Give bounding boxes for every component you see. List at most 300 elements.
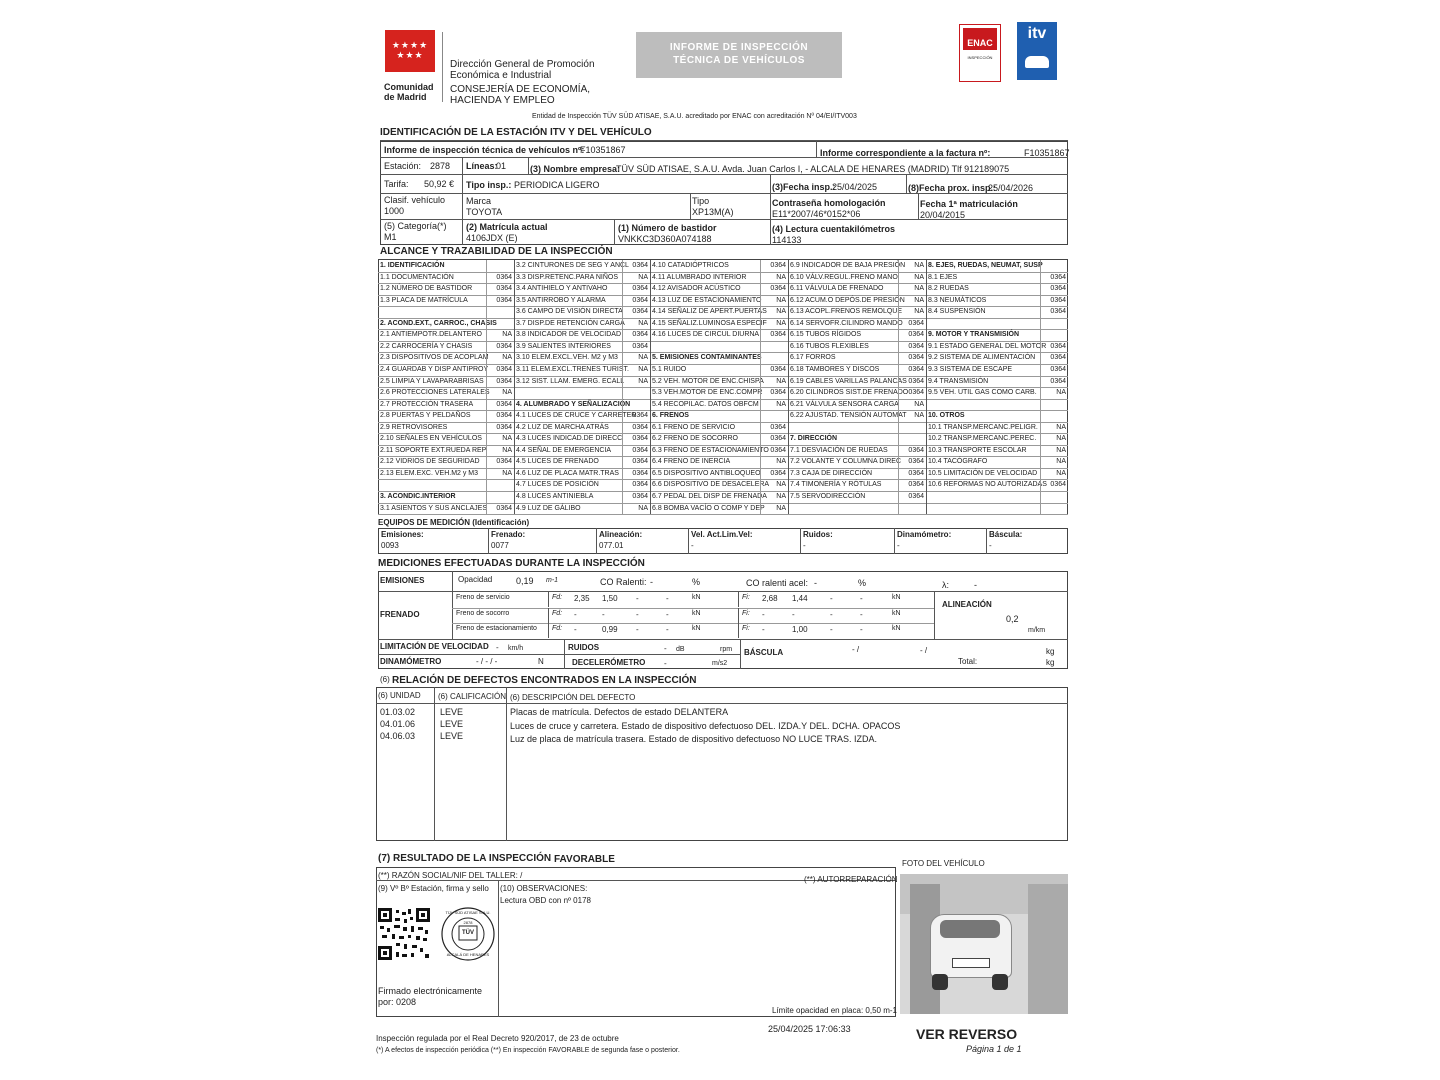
fd-dash: - bbox=[636, 609, 639, 619]
equipos-label: Emisiones: bbox=[381, 530, 424, 539]
stamp-num: 2878 bbox=[463, 920, 473, 925]
tarifa-label: Tarifa: bbox=[384, 179, 409, 189]
alcance-heading: 3. ACONDIC.INTERIOR bbox=[380, 492, 456, 500]
alcance-item-code: NA bbox=[776, 481, 786, 489]
alcance-item-name: 4.13 LUZ DE ESTACIONAMIENTO bbox=[652, 296, 762, 304]
categoria-label: (5) Categoría(*) bbox=[384, 221, 447, 231]
informe-label: Informe de inspección técnica de vehículos nº: bbox=[384, 145, 585, 155]
fecha-prox-label: (8)Fecha prox. insp.: bbox=[908, 183, 997, 193]
lambda-label: λ: bbox=[942, 580, 950, 590]
equipos-col-line bbox=[894, 528, 895, 554]
lambda-value: - bbox=[974, 580, 977, 590]
alcance-item-code: NA bbox=[914, 400, 924, 408]
alcance-item-name bbox=[928, 399, 1040, 410]
fd-value: 2,35 bbox=[574, 594, 590, 603]
consejeria-line1: CONSEJERÍA DE ECONOMÍA, bbox=[450, 84, 591, 95]
dept-line1: Dirección General de Promoción bbox=[450, 59, 595, 70]
alcance-item-name: 3.2 CINTURONES DE SEG Y ANCL bbox=[516, 262, 629, 269]
ruidos-label: RUIDOS bbox=[568, 643, 600, 652]
matricula-label: (2) Matrícula actual bbox=[466, 222, 548, 232]
alcance-item-name: 6.4 FRENO DE INERCIA bbox=[652, 458, 731, 466]
freno-row-label: Freno de servicio bbox=[456, 594, 510, 601]
alcance-item-code: 0364 bbox=[632, 262, 648, 269]
alcance-item-name: 6.20 CILINDROS SIST.DE FRENADO bbox=[790, 389, 909, 396]
equipos-value: 0093 bbox=[381, 541, 399, 550]
alcance-item-code: 0364 bbox=[496, 273, 512, 281]
decelerometro-value: - bbox=[664, 659, 667, 668]
fi-dash: - bbox=[860, 594, 863, 603]
defecto-desc: Placas de matrícula. Defectos de estado DELANTERA bbox=[510, 707, 729, 717]
alcance-item-name: 6.21 VÁLVULA SENSORA CARGA bbox=[790, 400, 899, 408]
autorep-label: (**) AUTORREPARACIÓN bbox=[804, 875, 898, 884]
resultado-value: FAVORABLE bbox=[554, 854, 615, 865]
alcance-item-name: 6.16 TUBOS FLEXIBLES bbox=[790, 342, 869, 350]
alcance-item-name: 3.4 ANTIHIELO Y ANTIVAHO bbox=[516, 285, 608, 293]
alcance-item-code: NA bbox=[502, 354, 512, 362]
stamp-bottom: ALCALÁ DE HENARES bbox=[446, 952, 490, 957]
alcance-item-name: 8.2 RUEDAS bbox=[928, 285, 969, 293]
alcance-item-name: 2.11 SOPORTE EXT.RUEDA REP bbox=[380, 446, 487, 454]
kn-unit: kN bbox=[692, 594, 701, 601]
equipos-label: Dinamómetro: bbox=[897, 530, 952, 539]
alcance-item-name: 2.5 LIMPIA Y LAVAPARABRISAS bbox=[380, 377, 484, 385]
alcance-item-code: NA bbox=[914, 308, 924, 316]
alcance-item-name: 4.14 SEÑALIZ DE APERT.PUERTAS bbox=[652, 308, 767, 316]
alcance-item-name bbox=[516, 387, 622, 398]
co-ralenti-value: - bbox=[650, 577, 653, 587]
alcance-item-code: 0364 bbox=[1050, 342, 1066, 350]
alcance-item-name: 7.1 DESVIACIÓN DE RUEDAS bbox=[790, 446, 888, 454]
co-acel-unit: % bbox=[858, 578, 867, 588]
alcance-item-code: NA bbox=[914, 273, 924, 281]
ruidos-unit: dB bbox=[676, 646, 685, 653]
freno-rows bbox=[452, 592, 934, 639]
alcance-item-name: 9.3 SISTEMA DE ESCAPE bbox=[928, 365, 1013, 373]
equipos-label: Báscula: bbox=[989, 530, 1023, 539]
equipos-value: - bbox=[989, 541, 992, 550]
qr-code bbox=[378, 908, 430, 960]
fd-dash: - bbox=[666, 609, 669, 619]
alcance-item-code: NA bbox=[776, 319, 786, 327]
marca-label: Marca bbox=[466, 196, 492, 206]
alcance-item-name: 4.6 LUZ DE PLACA MATR.TRAS bbox=[516, 469, 619, 477]
defectos-rows bbox=[376, 707, 1068, 747]
alcance-item-name: 6.19 CABLES VARILLAS PALANCAS bbox=[790, 377, 907, 385]
alcance-item-code: 0364 bbox=[1050, 296, 1066, 304]
dept-line2: Económica e Industrial bbox=[450, 70, 552, 81]
kn-unit: kN bbox=[692, 609, 701, 617]
freno-col-line bbox=[548, 608, 549, 623]
alcance-item-name: 6.1 FRENO DE SERVICIO bbox=[652, 423, 736, 431]
alcance-item-code: NA bbox=[776, 458, 786, 466]
alcance-heading: 8. EJES, RUEDAS, NEUMAT, SUSP bbox=[928, 262, 1043, 269]
alcance-item-code: NA bbox=[1056, 423, 1066, 431]
matricula-value: 4106JDX (E) bbox=[466, 233, 518, 243]
alcance-item-name: 3.3 DISP.RETENC.PARA NIÑOS bbox=[516, 273, 619, 281]
itv-label: itv bbox=[1027, 25, 1047, 42]
estacion-label: Estación: bbox=[384, 161, 422, 171]
alcance-item-code: NA bbox=[638, 354, 648, 362]
co-acel-label: CO ralenti acel: bbox=[746, 578, 809, 588]
stamp-top: TÜV SÜD ATISAE S.A.U. bbox=[445, 910, 491, 915]
opacidad-unit: m-1 bbox=[546, 577, 559, 584]
equipos-value: - bbox=[897, 541, 900, 550]
alcance-heading: 1. IDENTIFICACIÓN bbox=[380, 262, 445, 269]
alcance-item-name: 3.11 ELEM.EXCL.TRENES TURIST. bbox=[516, 365, 629, 373]
foto-label: FOTO DEL VEHÍCULO bbox=[902, 859, 985, 868]
alcance-item-name: 5.1 RUIDO bbox=[652, 365, 687, 373]
itv-logo bbox=[1017, 22, 1057, 80]
fd-value: - bbox=[574, 609, 577, 619]
kn-unit: kN bbox=[692, 625, 701, 633]
report-title-line1: INFORME DE INSPECCIÓN bbox=[669, 42, 809, 53]
alcance-item-name: 3.6 CAMPO DE VISIÓN DIRECTA bbox=[516, 308, 623, 316]
contrasena-label: Contraseña homologación bbox=[772, 198, 886, 208]
alcance-item-name: 9.2 SISTEMA DE ALIMENTACIÓN bbox=[928, 354, 1036, 362]
fi-label: Fi: bbox=[742, 625, 750, 633]
alcance-heading: 2. ACOND.EXT., CARROC., CHASIS bbox=[380, 319, 497, 327]
estacion-value: 2878 bbox=[430, 161, 451, 171]
fi-label: Fi: bbox=[742, 609, 750, 617]
alcance-item-name bbox=[928, 491, 1040, 502]
alcance-item-code: NA bbox=[914, 285, 924, 293]
cuentakm-label: (4) Lectura cuentakilómetros bbox=[772, 224, 896, 234]
alcance-code-line bbox=[486, 260, 487, 514]
fd-dash: - bbox=[636, 594, 639, 603]
alcance-item-name: 6.18 TAMBORES Y DISCOS bbox=[790, 365, 880, 373]
fd-value-2: - bbox=[602, 609, 605, 619]
fi-value-2: 1,44 bbox=[792, 594, 808, 603]
alcance-item-name: 8.3 NEUMÁTICOS bbox=[928, 296, 987, 304]
empresa-value: TÜV SÜD ATISAE, S.A.U. Avda. Juan Carlos I, - ALCALA DE HENARES (MADRID) Tlf 912189075 bbox=[616, 164, 1010, 174]
report-title-box bbox=[636, 32, 842, 78]
alcance-item-name: 1.1 DOCUMENTACIÓN bbox=[380, 273, 454, 281]
defecto-calif: LEVE bbox=[440, 731, 464, 741]
consejeria-line2: HACIENDA Y EMPLEO bbox=[450, 95, 555, 106]
co-acel-value: - bbox=[814, 578, 817, 588]
alcance-item-name: 7.4 TIMONERÍA Y RÓTULAS bbox=[790, 481, 882, 489]
alcance-item-code: NA bbox=[638, 377, 648, 385]
alcance-item-code: 0364 bbox=[496, 365, 512, 373]
decelerometro-label: DECELERÓMETRO bbox=[572, 658, 646, 667]
alcance-item-code: 0364 bbox=[1050, 365, 1066, 373]
dinamometro-value: - / - / - bbox=[476, 657, 498, 666]
alcance-item-code: NA bbox=[776, 504, 786, 512]
alcance-item-code: 0364 bbox=[632, 423, 648, 431]
alcance-item-name: 4.15 SEÑALIZ.LUMINOSA ESPECIF bbox=[652, 319, 767, 327]
firma-label: (9) Vº Bº Estación, firma y sello bbox=[378, 884, 489, 893]
equipos-label: Vel. Act.Lim.Vel: bbox=[691, 530, 753, 539]
alcance-item-name: 6.17 FORROS bbox=[790, 354, 836, 362]
alcance-item-name: 2.1 ANTIEMPOTR.DELANTERO bbox=[380, 331, 482, 339]
fd-label: Fd: bbox=[552, 594, 563, 601]
inspection-report-page bbox=[368, 0, 1068, 1080]
lineas-label: Líneas: bbox=[466, 161, 498, 171]
nota-text: (*) A efectos de inspección periódica (**) En inspección FAVORABLE de segunda fase o posterior. bbox=[376, 1047, 680, 1054]
alcance-item-name: 5.2 VEH. MOTOR DE ENC.CHISPA bbox=[652, 377, 764, 385]
alcance-item-name: 6.11 VÁLVULA DE FRENADO bbox=[790, 285, 884, 293]
col-calif: (6) CALIFICACIÓN bbox=[438, 692, 507, 701]
alcance-item-name: 8.1 EJES bbox=[928, 273, 958, 281]
alcance-item-name: 10.1 TRANSP.MERCANC.PELIGR. bbox=[928, 423, 1038, 431]
alcance-grid bbox=[378, 260, 1068, 514]
alcance-item-name: 6.9 INDICADOR DE BAJA PRESIÓN bbox=[790, 262, 906, 269]
region-name-line2: de Madrid bbox=[384, 92, 427, 102]
alcance-item-name: 9.5 VEH. UTIL GAS COMO CARB. bbox=[928, 389, 1037, 396]
bascula-label: BÁSCULA bbox=[744, 648, 784, 657]
fi-dash: - bbox=[860, 625, 863, 635]
co-ralenti-unit: % bbox=[692, 577, 701, 587]
kn-unit: kN bbox=[892, 625, 901, 633]
alcance-item-code: NA bbox=[1056, 458, 1066, 466]
defecto-calif: LEVE bbox=[440, 707, 464, 717]
alcance-item-name: 5.4 RECOPILAC. DATOS OBFCM bbox=[652, 400, 759, 408]
alcance-heading: 5. EMISIONES CONTAMINANTES bbox=[652, 354, 762, 362]
fi-value: 2,68 bbox=[762, 594, 778, 603]
fd-value-2: 1,50 bbox=[602, 594, 618, 603]
station-stamp bbox=[440, 906, 496, 962]
alcance-item-code: NA bbox=[776, 273, 786, 281]
fi-dash: - bbox=[830, 625, 833, 635]
defecto-desc: Luz de placa de matrícula trasera. Estado de dispositivo defectuoso NO LUCE TRAS. IZDA. bbox=[510, 734, 878, 744]
kn-unit: kN bbox=[892, 609, 901, 617]
ruidos-value: - bbox=[664, 644, 667, 653]
equipos-col-line bbox=[986, 528, 987, 554]
fd-dash: - bbox=[636, 625, 639, 635]
alcance-item-code: 0364 bbox=[908, 319, 924, 327]
tipo-insp-label: Tipo insp.: bbox=[466, 180, 512, 190]
alcance-item-code: 0364 bbox=[632, 296, 648, 304]
alcance-item-name: 4.7 LUCES DE POSICIÓN bbox=[516, 481, 599, 489]
informe-value: F10351867 bbox=[580, 145, 626, 155]
alcance-item-code: 0364 bbox=[908, 481, 924, 489]
alcance-item-name bbox=[380, 479, 486, 490]
bastidor-label: (1) Número de bastidor bbox=[618, 223, 717, 233]
alcance-item-name bbox=[928, 318, 1040, 329]
dinamometro-label: DINAMÓMETRO bbox=[380, 657, 442, 666]
alcance-row-line bbox=[926, 514, 1068, 515]
enac-logo bbox=[959, 24, 1001, 82]
fi-value-2: 1,00 bbox=[792, 625, 808, 635]
col-desc: (6) DESCRIPCIÓN DEL DEFECTO bbox=[510, 693, 636, 702]
alcance-heading: 6. FRENOS bbox=[652, 412, 689, 420]
limitacion-unit: km/h bbox=[508, 645, 524, 652]
factura-label: Informe correspondiente a la factura nº: bbox=[820, 148, 991, 158]
limitacion-value: - bbox=[496, 643, 499, 652]
alcance-item-name: 10.2 TRANSP.MERCANC.PEREC. bbox=[928, 435, 1037, 443]
alcance-item-name: 7.5 SERVODIRECCIÓN bbox=[790, 492, 866, 500]
equipos-label: Alineación: bbox=[599, 530, 643, 539]
alcance-item-code: NA bbox=[776, 296, 786, 304]
alcance-item-code: 0364 bbox=[908, 342, 924, 350]
freno-col-line bbox=[548, 623, 549, 638]
alcance-item-code: 0364 bbox=[908, 365, 924, 373]
alcance-item-code: NA bbox=[914, 412, 924, 420]
tarifa-value: 50,92 € bbox=[424, 179, 455, 189]
alcance-item-code: NA bbox=[776, 492, 786, 500]
alcance-item-code: 0364 bbox=[632, 342, 648, 350]
alcance-item-code: 0364 bbox=[1050, 354, 1066, 362]
stamp-center: TÜV bbox=[462, 930, 474, 936]
alineacion-value: 0,2 bbox=[1006, 614, 1019, 624]
factura-value: F10351867 bbox=[1024, 148, 1070, 158]
bascula-value: - / bbox=[852, 645, 860, 654]
alcance-item-code: NA bbox=[914, 262, 924, 269]
bastidor-value: VNKKC3D360A074188 bbox=[618, 234, 712, 244]
alcance-item-name: 3.12 SIST. LLAM. EMERG. ECALL bbox=[516, 377, 625, 385]
freno-col-line bbox=[738, 608, 739, 623]
vehicle-photo bbox=[900, 874, 1068, 1014]
alcance-item-code: 0364 bbox=[1050, 308, 1066, 316]
ver-reverso: VER REVERSO bbox=[916, 1026, 1018, 1042]
fi-dash: - bbox=[830, 594, 833, 603]
alcance-col-line bbox=[650, 260, 651, 514]
freno-row-line bbox=[452, 608, 934, 609]
observ-label: (10) OBSERVACIONES: bbox=[500, 884, 588, 893]
fi-dash: - bbox=[860, 609, 863, 619]
alcance-item-name: 4.11 ALUMBRADO INTERIOR bbox=[652, 273, 747, 281]
alcance-col-line bbox=[514, 260, 515, 514]
alcance-item-code: 0364 bbox=[908, 446, 924, 454]
alcance-item-name bbox=[790, 422, 898, 433]
alcance-item-name: 2.6 PROTECCIONES LATERALES bbox=[380, 389, 490, 396]
alcance-item-name: 4.16 LUCES DE CIRCUL DIURNA bbox=[652, 331, 760, 339]
freno-col-line bbox=[738, 592, 739, 607]
limitacion-label: LIMITACIÓN DE VELOCIDAD bbox=[380, 642, 489, 651]
alcance-item-name: 10.3 TRANSPORTE ESCOLAR bbox=[928, 446, 1027, 454]
alcance-item-code: NA bbox=[1056, 389, 1066, 396]
alcance-item-name: 4.3 LUCES INDICAD.DE DIRECC bbox=[516, 435, 623, 443]
equipos-value: 0077 bbox=[491, 541, 509, 550]
equipos-value: - bbox=[691, 541, 694, 550]
car-icon bbox=[1025, 56, 1049, 68]
dinamometro-unit: N bbox=[538, 657, 544, 666]
alcance-item-name: 2.13 ELEM.EXC. VEH.M2 y M3 bbox=[380, 469, 479, 477]
regulada-text: Inspección regulada por el Real Decreto 920/2017, de 23 de octubre bbox=[376, 1034, 619, 1043]
empresa-label: (3) Nombre empresa: bbox=[530, 164, 621, 174]
alcance-item-name: 5.3 VEH.MOTOR DE ENC.COMPR bbox=[652, 389, 763, 396]
alcance-item-code: NA bbox=[502, 469, 512, 477]
alcance-item-code: NA bbox=[776, 308, 786, 316]
alcance-item-name: 6.14 SERVOFR.CILINDRO MANDO bbox=[790, 319, 903, 327]
enac-badge bbox=[963, 28, 997, 50]
alcance-item-name: 2.12 VIDRIOS DE SEGURIDAD bbox=[380, 458, 480, 466]
alcance-item-code: NA bbox=[638, 319, 648, 327]
alcance-item-code: 0364 bbox=[496, 296, 512, 304]
alcance-item-code: 0364 bbox=[632, 469, 648, 477]
alcance-item-code: 0364 bbox=[908, 331, 924, 339]
alcance-heading: 10. OTROS bbox=[928, 412, 965, 420]
alcance-item-name: 6.10 VÁLV.REGUL.FRENO MANO bbox=[790, 273, 898, 281]
opacidad-value: 0,19 bbox=[516, 576, 534, 586]
alcance-item-code: NA bbox=[1056, 435, 1066, 443]
alineacion-unit: m/km bbox=[1028, 627, 1046, 634]
freno-row-line bbox=[452, 623, 934, 624]
alcance-item-code: NA bbox=[776, 400, 786, 408]
alcance-item-name: 8.4 SUSPENSIÓN bbox=[928, 308, 986, 316]
alcance-item-code: NA bbox=[1056, 469, 1066, 477]
alcance-item-name: 6.7 PEDAL DEL DISP DE FRENADA bbox=[652, 492, 767, 500]
alcance-col-line bbox=[788, 260, 789, 514]
firmado-line2: por: 0208 bbox=[378, 997, 417, 1007]
fi-value-2: - bbox=[792, 609, 795, 619]
equipos-col-line bbox=[488, 528, 489, 554]
alcance-item-code: 0364 bbox=[632, 481, 648, 489]
defecto-calif: LEVE bbox=[440, 719, 464, 729]
frenado-label: FRENADO bbox=[380, 610, 420, 619]
decel-unit: m/s2 bbox=[712, 660, 728, 667]
alcance-item-name: 6.3 FRENO DE ESTACIONAMIENTO bbox=[652, 446, 769, 454]
alcance-title: ALCANCE Y TRAZABILIDAD DE LA INSPECCIÓN bbox=[380, 246, 613, 257]
alcance-item-code: 0364 bbox=[496, 458, 512, 466]
fd-value: - bbox=[574, 625, 577, 635]
alcance-item-code: 0364 bbox=[632, 331, 648, 339]
alcance-item-name: 4.2 LUZ DE MARCHA ATRÁS bbox=[516, 423, 609, 431]
alcance-item-code: 0364 bbox=[770, 365, 786, 373]
alcance-row-line bbox=[788, 514, 926, 515]
alcance-item-code: NA bbox=[502, 389, 512, 396]
alcance-code-line bbox=[622, 260, 623, 514]
equipos-value: - bbox=[803, 541, 806, 550]
alcance-item-code: 0364 bbox=[770, 446, 786, 454]
fi-dash: - bbox=[830, 609, 833, 619]
tipo-label: Tipo bbox=[692, 196, 710, 206]
defectos-title-num: (6) bbox=[380, 675, 390, 684]
equipos-label: Frenado: bbox=[491, 530, 526, 539]
alcance-item-name: 6.6 DISPOSITIVO DE DESACELERA bbox=[652, 481, 770, 489]
defecto-unidad: 01.03.02 bbox=[380, 707, 416, 717]
alcance-item-code: NA bbox=[776, 377, 786, 385]
alcance-item-name: 4.9 LUZ DE GÁLIBO bbox=[516, 504, 581, 512]
contrasena-value: E11*2007/46*0152*06 bbox=[772, 209, 861, 219]
alcance-item-code: 0364 bbox=[770, 469, 786, 477]
alcance-item-code: NA bbox=[502, 446, 512, 454]
alcance-item-code: 0364 bbox=[496, 342, 512, 350]
fecha-insp-label: (3)Fecha insp.: bbox=[772, 182, 836, 192]
tipo-value: XP13M(A) bbox=[692, 207, 734, 217]
alcance-item-code: 0364 bbox=[496, 285, 512, 293]
cuentakm-value: 114133 bbox=[772, 235, 802, 245]
alcance-item-name: 3.7 DISP.DE RETENCIÓN CARGA bbox=[516, 319, 625, 327]
alcance-item-name: 10.6 REFORMAS NO AUTORIZADAS bbox=[928, 481, 1047, 489]
fecha-insp-value: 25/04/2025 bbox=[832, 182, 878, 192]
alcance-item-name: 9.4 TRANSMISIÓN bbox=[928, 377, 989, 385]
alcance-item-code: NA bbox=[638, 504, 648, 512]
col-unidad: (6) UNIDAD bbox=[378, 691, 421, 700]
alineacion-label: ALINEACIÓN bbox=[942, 600, 992, 609]
equipos-grid bbox=[378, 528, 1068, 554]
alcance-item-name bbox=[928, 503, 1040, 514]
fd-dash: - bbox=[666, 594, 669, 603]
freno-row-label: Freno de estacionamiento bbox=[456, 625, 537, 633]
alcance-heading: 9. MOTOR Y TRANSMISIÓN bbox=[928, 331, 1020, 339]
alcance-item-name: 2.9 RETROVISORES bbox=[380, 423, 448, 431]
alcance-item-name: 6.8 BOMBA VACÍO O COMP Y DEP bbox=[652, 504, 765, 512]
defectos-title: RELACIÓN DE DEFECTOS ENCONTRADOS EN LA INSPECCIÓN bbox=[392, 675, 697, 686]
fi-value: - bbox=[762, 625, 765, 635]
alcance-item-name: 1.2 NÚMERO DE BASTIDOR bbox=[380, 285, 473, 293]
alcance-item-code: 0364 bbox=[496, 504, 512, 512]
alcance-item-code: 0364 bbox=[908, 377, 924, 385]
fd-dash: - bbox=[666, 625, 669, 635]
alcance-item-code: 0364 bbox=[632, 412, 648, 420]
observ-value: Lectura OBD con nº 0178 bbox=[500, 896, 591, 905]
alcance-item-name: 10.4 TACÓGRAFO bbox=[928, 458, 988, 466]
co-ralenti-label: CO Ralenti: bbox=[600, 577, 647, 587]
fecha-prox-value: 25/04/2026 bbox=[988, 183, 1034, 193]
alcance-code-line bbox=[1040, 260, 1041, 514]
alcance-item-name: 3.9 SALIENTES INTERIORES bbox=[516, 342, 611, 350]
